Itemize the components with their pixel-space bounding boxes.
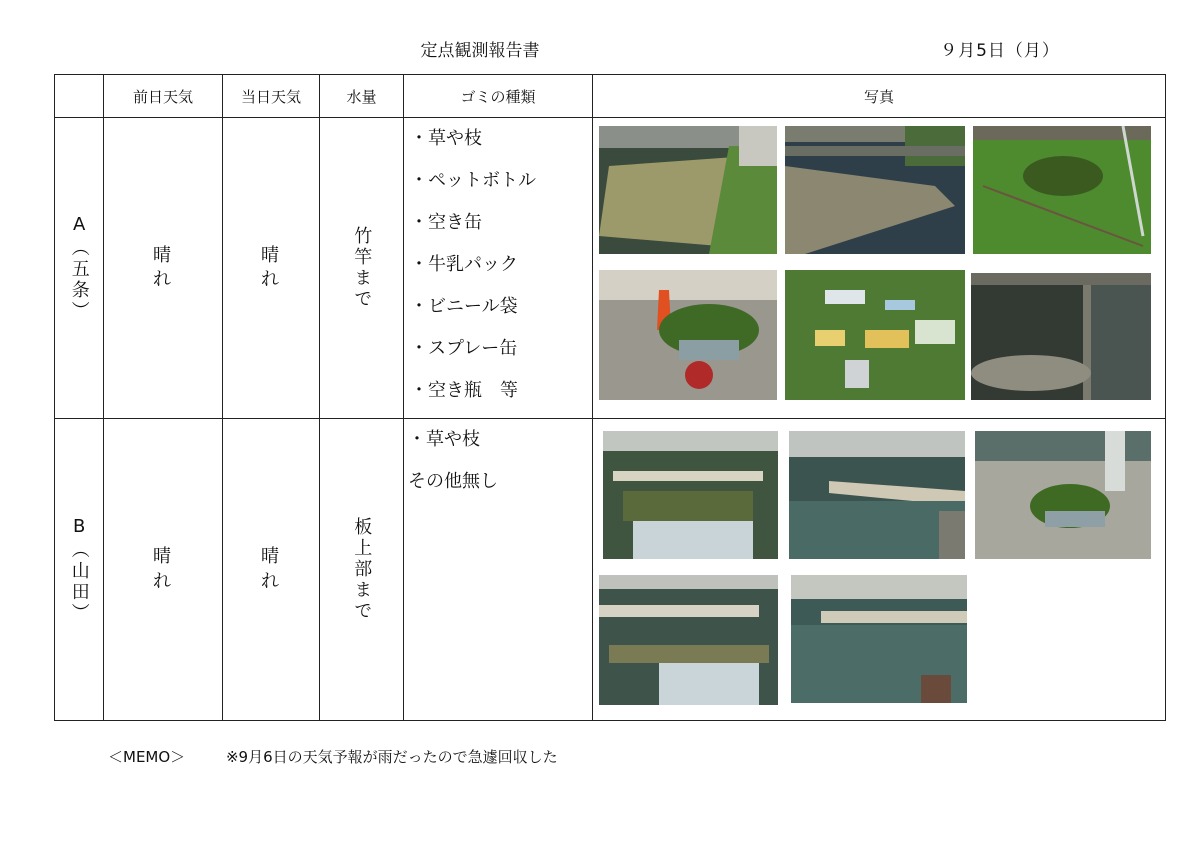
list-item: ・草や枝	[408, 429, 480, 450]
weir-waterfall-photo	[603, 431, 778, 559]
water-level: 板上部まで	[351, 517, 373, 622]
weir-channel-photo	[791, 575, 967, 703]
list-item: ・空き瓶 等	[410, 380, 518, 401]
water-level-cell	[320, 419, 404, 721]
prev-weather: 晴れ	[153, 244, 171, 290]
photos-cell	[593, 118, 1166, 419]
prev-weather: 晴れ	[153, 546, 171, 592]
table-row	[55, 118, 1166, 419]
day-weather-cell	[223, 419, 320, 721]
memo-label: ＜MEMO＞	[108, 748, 186, 766]
weir-channel-photo	[789, 431, 965, 559]
cut-grass-photo	[973, 126, 1151, 254]
garbage-cell	[404, 419, 593, 721]
water-surface-photo	[971, 273, 1151, 400]
column-header-site	[55, 75, 104, 118]
memo	[108, 746, 558, 767]
table-row	[55, 419, 1166, 721]
day-weather-cell	[223, 118, 320, 419]
report-date: ９月5日（月）	[940, 41, 1060, 61]
list-item: ・ペットボトル	[410, 170, 536, 191]
list-item: ・ビニール袋	[410, 296, 518, 317]
column-header-photos: 写真	[593, 75, 1166, 118]
day-weather: 晴れ	[261, 546, 279, 592]
water-level-cell	[320, 118, 404, 419]
site-label: A（五条）	[68, 214, 90, 322]
prev-weather-cell	[104, 419, 223, 721]
list-item: ・スプレー缶	[410, 338, 518, 359]
observation-table	[54, 74, 1166, 721]
water-channel-photo	[785, 126, 965, 254]
column-header-prev-weather: 前日天気	[104, 75, 223, 118]
list-item: ・空き缶	[410, 212, 482, 233]
water-level: 竹竿まで	[351, 226, 373, 310]
weir-waterfall-photo	[599, 575, 778, 705]
photos-cell	[593, 419, 1166, 721]
memo-note: ※9月6日の天気予報が雨だったので急遽回収した	[225, 748, 558, 766]
list-item: その他無し	[408, 471, 498, 492]
wheelbarrow-grass-photo	[975, 431, 1151, 559]
document-title: 定点観測報告書	[420, 41, 540, 61]
column-header-garbage-type: ゴミの種類	[404, 75, 593, 118]
garbage-cell	[404, 118, 593, 419]
site-cell	[55, 118, 104, 419]
column-header-water-level: 水量	[320, 75, 404, 118]
site-label: B（山田）	[68, 515, 90, 624]
table-header-row	[55, 75, 1166, 118]
prev-weather-cell	[104, 118, 223, 419]
day-weather: 晴れ	[261, 244, 279, 290]
garbage-list	[404, 419, 592, 509]
litter-on-grass-photo	[785, 270, 965, 400]
water-channel-photo	[599, 126, 777, 254]
column-header-day-weather: 当日天気	[223, 75, 320, 118]
garbage-list	[404, 118, 592, 418]
list-item: ・草や枝	[410, 128, 482, 149]
list-item: ・牛乳パック	[410, 254, 518, 275]
wheelbarrow-grass-photo	[599, 270, 777, 400]
site-cell	[55, 419, 104, 721]
